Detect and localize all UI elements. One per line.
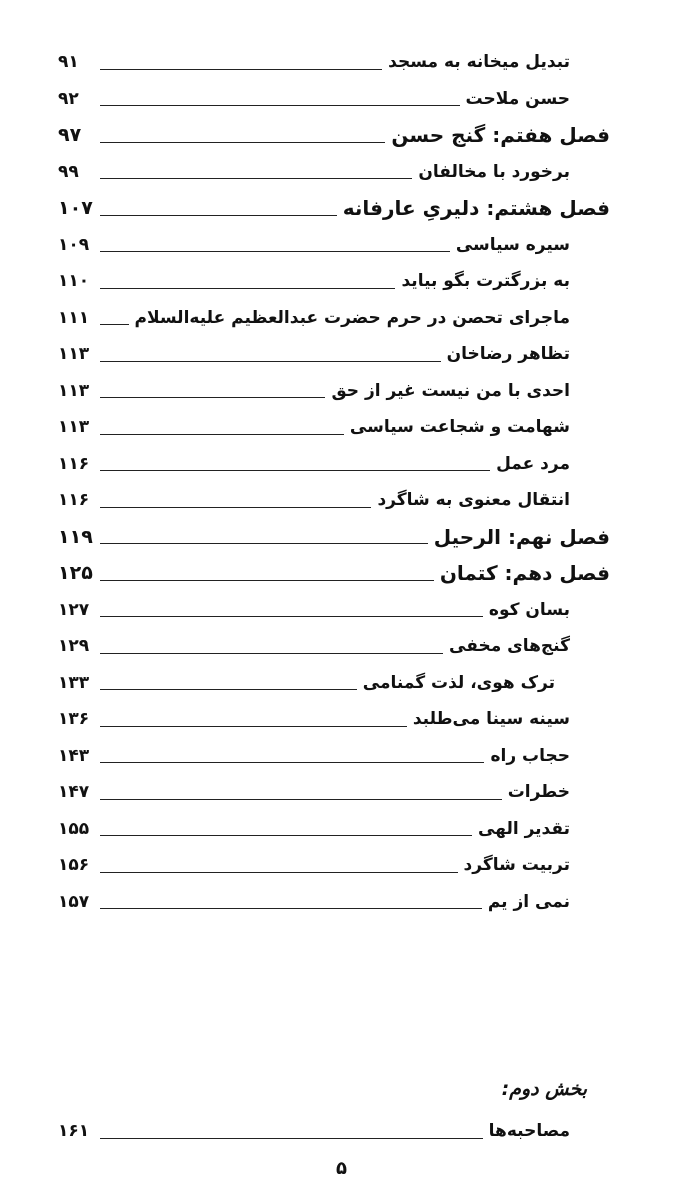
toc-entry-title: فصل هشتم: دلیریِ عارفانه	[342, 196, 610, 221]
toc-chapter[interactable]	[58, 519, 610, 556]
toc-entry[interactable]	[58, 847, 610, 884]
dot-leader	[100, 251, 450, 252]
toc-entry-page: ۱۳۳	[58, 672, 90, 693]
toc-entry-page: ۹۹	[58, 161, 79, 182]
toc-entry-title: به بزرگترت بگو بیاید	[401, 271, 570, 292]
dot-leader	[100, 908, 482, 909]
toc-entry-title: نمی از یم	[487, 891, 570, 912]
dot-leader	[100, 580, 434, 581]
toc-entry-page: ۱۱۱	[58, 307, 90, 328]
toc-entry[interactable]	[58, 300, 610, 337]
toc-entry-title: فصل نهم: الرحیل	[433, 524, 610, 549]
toc-entry[interactable]	[58, 409, 610, 446]
dot-leader	[100, 1138, 483, 1139]
dot-leader	[100, 689, 357, 690]
toc-entry[interactable]	[58, 701, 610, 738]
dot-leader	[100, 434, 344, 435]
dot-leader	[100, 653, 443, 654]
toc-entry-title: سینه سینا می‌طلبد	[412, 709, 570, 730]
dot-leader	[100, 762, 484, 763]
toc-entry-page: ۱۲۷	[58, 599, 90, 620]
toc-entry-title: تربیت شاگرد	[463, 855, 570, 876]
toc-entry-title: خطرات	[507, 782, 570, 803]
toc-entry-title: تقدیر الهی	[478, 818, 570, 839]
toc-entry[interactable]	[58, 811, 610, 848]
toc-entry[interactable]	[58, 592, 610, 629]
toc-entry-title: شهامت و شجاعت سیاسی	[349, 417, 570, 438]
toc-entry[interactable]	[58, 81, 610, 118]
toc-entry-page: ۱۴۳	[58, 745, 90, 766]
toc-entry-title: تبدیل میخانه به مسجد	[388, 52, 570, 73]
toc-entry-page: ۱۱۶	[58, 453, 90, 474]
toc-chapter[interactable]	[58, 555, 610, 592]
toc-chapter[interactable]	[58, 190, 610, 227]
toc-entry-title: گنج‌های مخفی	[449, 636, 570, 657]
toc-entry[interactable]	[58, 884, 610, 921]
toc-entry[interactable]	[58, 373, 610, 410]
dot-leader	[100, 543, 428, 544]
toc-entry-title: مصاحبه‌ها	[488, 1121, 570, 1142]
toc-entry-page: ۱۵۵	[58, 818, 90, 839]
toc-entry-title: حسن ملاحت	[465, 88, 570, 109]
toc-entry-page: ۱۱۳	[58, 344, 90, 365]
dot-leader	[100, 215, 337, 216]
toc-entry-title: ترک هوی، لذت گمنامی	[362, 672, 555, 693]
toc-entry-page: ۹۱	[58, 52, 79, 73]
toc-entry-page: ۱۱۳	[58, 417, 90, 438]
toc-entry[interactable]	[58, 446, 610, 483]
dot-leader	[100, 324, 129, 325]
toc-entry[interactable]	[58, 1113, 610, 1150]
dot-leader	[100, 616, 483, 617]
toc-entry-page: ۱۴۷	[58, 782, 90, 803]
dot-leader	[100, 361, 441, 362]
dot-leader	[100, 872, 458, 873]
toc-entry-title: سیره سیاسی	[455, 234, 570, 255]
toc-entry[interactable]	[58, 665, 610, 702]
toc-entry-page: ۱۳۶	[58, 709, 90, 730]
toc-entry-title: فصل دهم: کتمان	[439, 561, 610, 586]
toc-entry-title: حجاب راه	[490, 745, 570, 766]
toc-entry-page: ۱۶۱	[58, 1121, 90, 1142]
section-entry-container	[58, 1113, 610, 1150]
toc-entry-title: برخورد با مخالفان	[418, 161, 570, 182]
toc-entry-title: بسان کوه	[488, 599, 570, 620]
dot-leader	[100, 470, 490, 471]
dot-leader	[100, 69, 382, 70]
dot-leader	[100, 507, 371, 508]
section-heading: بخش دوم:	[501, 1078, 587, 1100]
toc-entry[interactable]	[58, 263, 610, 300]
dot-leader	[100, 835, 472, 836]
dot-leader	[100, 288, 395, 289]
toc-entry-title: انتقال معنوی به شاگرد	[377, 490, 570, 511]
toc-entry-title: مرد عمل	[496, 453, 570, 474]
toc-entry-title: فصل هفتم: گنج حسن	[391, 123, 610, 148]
toc-entry-page: ۹۲	[58, 88, 79, 109]
toc-entry-page: ۱۲۹	[58, 636, 90, 657]
toc-entry[interactable]	[58, 154, 610, 191]
toc-entry-page: ۱۱۶	[58, 490, 90, 511]
dot-leader	[100, 178, 412, 179]
toc-entry[interactable]	[58, 628, 610, 665]
toc-entry-page: ۱۵۷	[58, 891, 90, 912]
toc-entry-title: تظاهر رضاخان	[446, 344, 570, 365]
toc-entry-page: ۱۰۹	[58, 234, 90, 255]
table-of-contents	[58, 44, 610, 920]
toc-entry[interactable]	[58, 774, 610, 811]
dot-leader	[100, 726, 407, 727]
toc-entry-title: ماجرای تحصن در حرم حضرت عبدالعظیم علیه‌السلام	[134, 307, 570, 328]
toc-entry[interactable]	[58, 227, 610, 264]
toc-entry-page: ۹۷	[58, 124, 82, 147]
toc-entry-page: ۱۱۳	[58, 380, 90, 401]
toc-entry[interactable]	[58, 738, 610, 775]
toc-entry-title: احدی با من نیست غیر از حق	[331, 380, 570, 401]
toc-entry[interactable]	[58, 482, 610, 519]
toc-entry-page: ۱۱۰	[58, 271, 90, 292]
toc-entry-page: ۱۱۹	[58, 525, 93, 548]
dot-leader	[100, 397, 325, 398]
toc-entry[interactable]	[58, 44, 610, 81]
page-number: ۵	[336, 1158, 347, 1179]
dot-leader	[100, 105, 460, 106]
toc-entry[interactable]	[58, 336, 610, 373]
toc-chapter[interactable]	[58, 117, 610, 154]
toc-entry-page: ۱۲۵	[58, 562, 93, 585]
toc-entry-page: ۱۵۶	[58, 855, 90, 876]
dot-leader	[100, 799, 502, 800]
dot-leader	[100, 142, 385, 143]
toc-entry-page: ۱۰۷	[58, 197, 93, 220]
